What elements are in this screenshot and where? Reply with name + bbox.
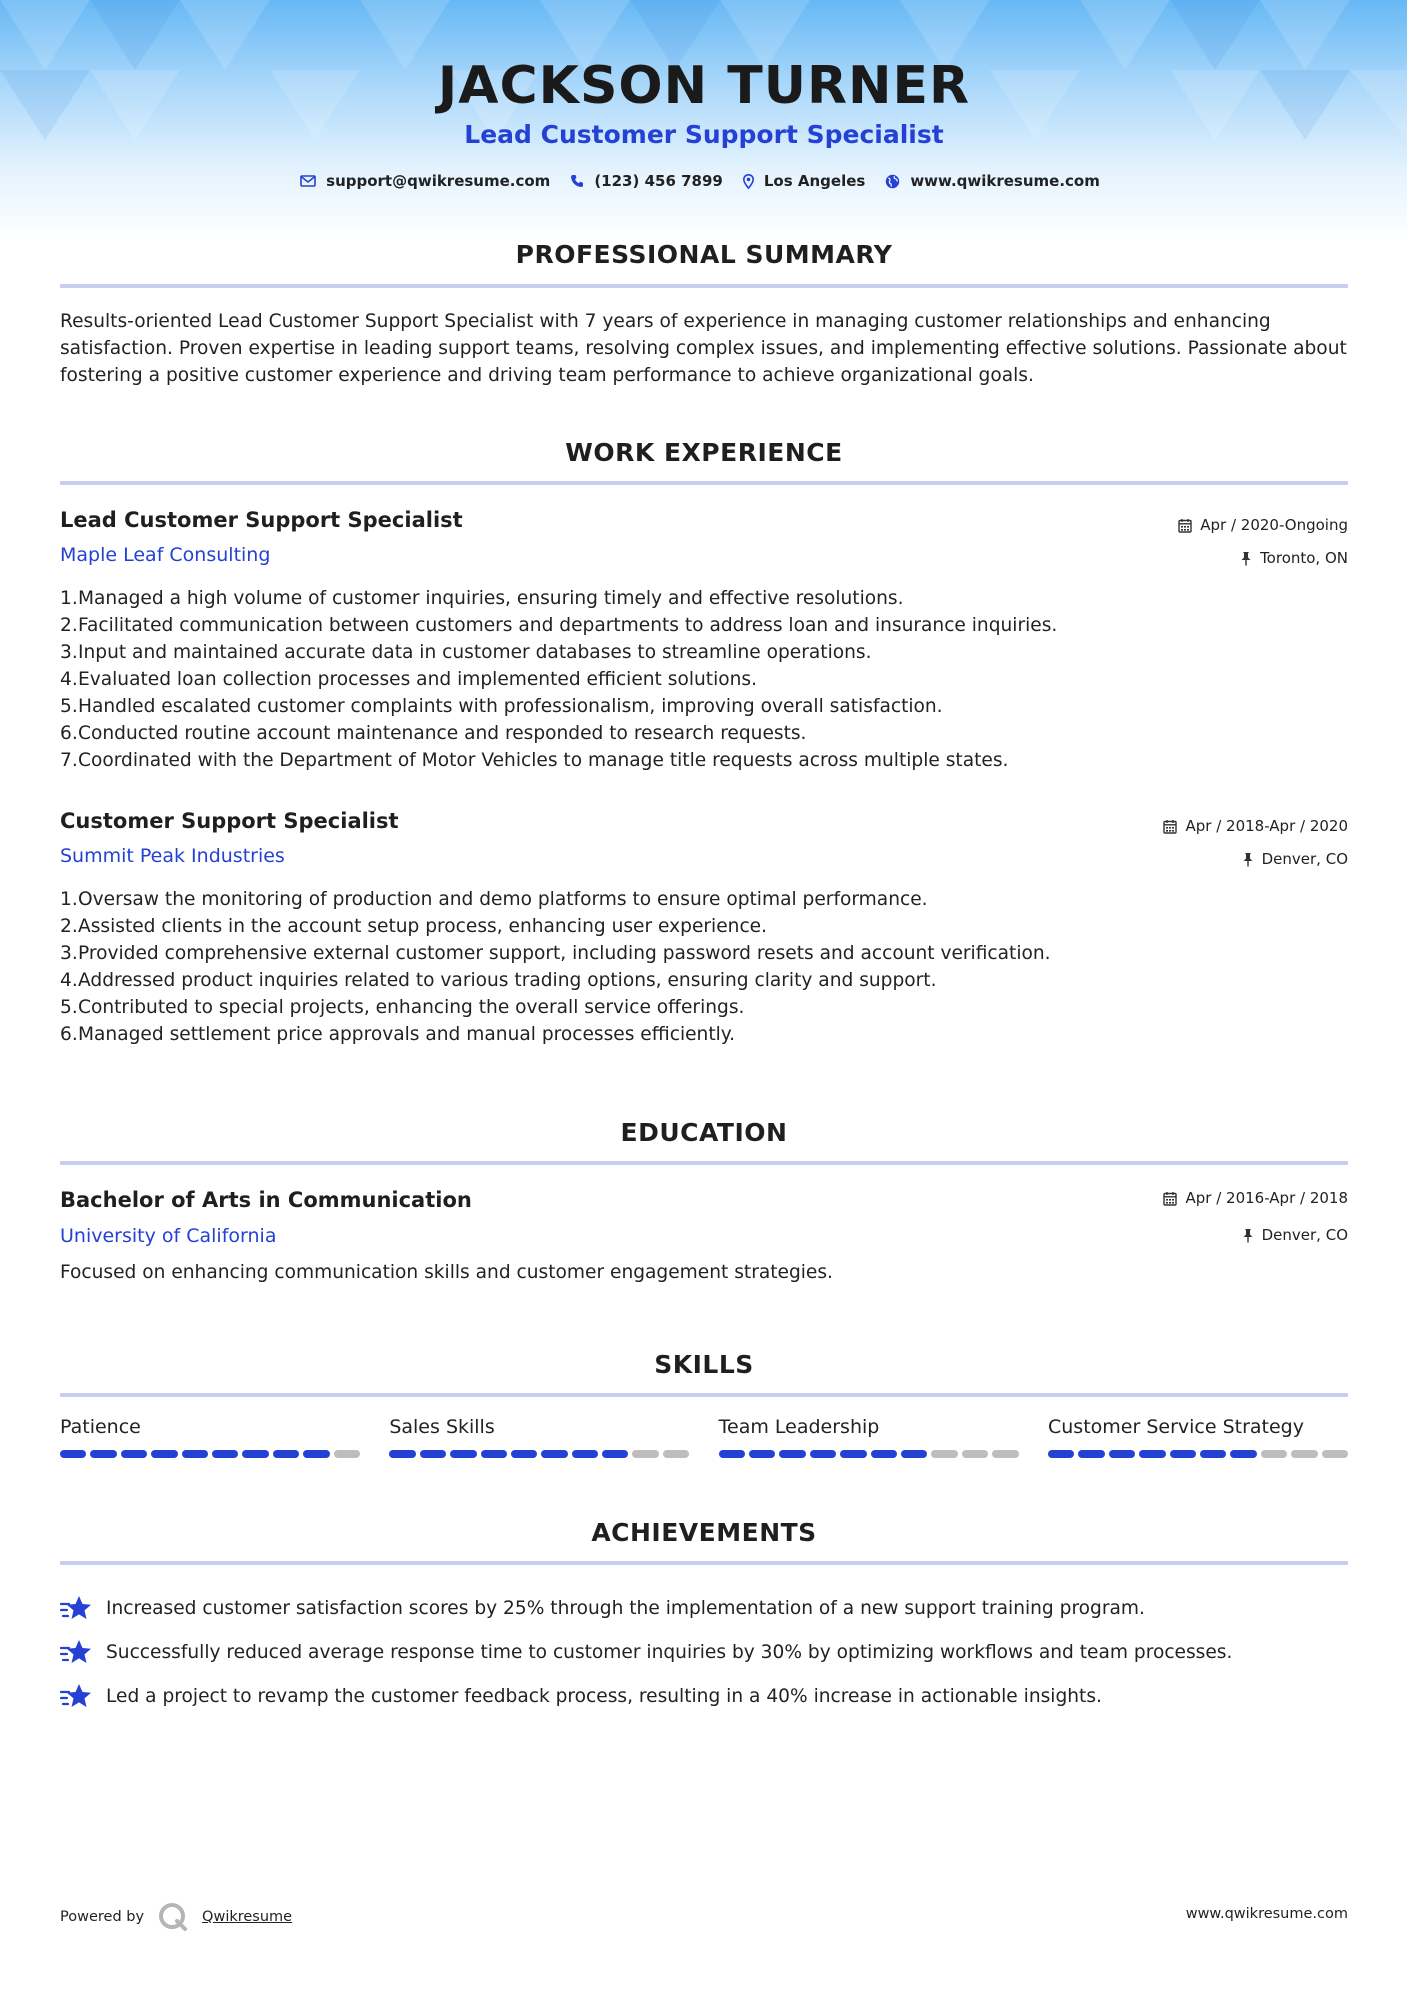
contact-bar xyxy=(60,172,1348,190)
skill-name: Team Leadership xyxy=(718,1416,880,1438)
list-item: 2. Assisted clients in the account setup process, enhancing user experience. xyxy=(60,916,768,937)
skill-segment-filled xyxy=(1139,1450,1165,1458)
skill-segment-filled xyxy=(1078,1450,1104,1458)
contact-website[interactable] xyxy=(885,172,1100,190)
list-item: 1. Managed a high volume of customer inquiries, ensuring timely and effective resolutions. xyxy=(60,588,904,609)
skill-segment-filled xyxy=(389,1450,415,1458)
achievement-text: Increased customer satisfaction scores by 25% through the implementation of a new support training program. xyxy=(106,1597,1145,1619)
qwikresume-logo-icon xyxy=(158,1902,188,1932)
skill-segment-filled xyxy=(572,1450,598,1458)
section-divider xyxy=(60,1161,1348,1165)
section-title-experience: WORK EXPERIENCE xyxy=(565,438,843,467)
education-location xyxy=(1242,1226,1348,1244)
skill-name: Customer Service Strategy xyxy=(1047,1416,1304,1438)
phone-text: (123) 456 7899 xyxy=(594,172,723,190)
pushpin-icon xyxy=(1240,551,1252,566)
map-pin-icon xyxy=(743,174,754,189)
skill-level-bar xyxy=(389,1450,689,1458)
skill-item xyxy=(1048,1416,1348,1458)
pushpin-icon xyxy=(1242,852,1254,867)
phone-icon xyxy=(570,174,584,188)
star-icon xyxy=(60,1682,92,1710)
achievements-list xyxy=(60,1586,1348,1718)
skill-segment-filled xyxy=(901,1450,927,1458)
achievement-text: Led a project to revamp the customer feedback process, resulting in a 40% increase in actionable insights. xyxy=(106,1685,1102,1707)
section-title-summary: PROFESSIONAL SUMMARY xyxy=(515,240,893,269)
achievement-item xyxy=(60,1630,1348,1674)
skill-segment-empty xyxy=(1261,1450,1287,1458)
calendar-icon xyxy=(1178,518,1192,533)
candidate-name: JACKSON TURNER xyxy=(437,56,971,116)
list-item: 4. Evaluated loan collection processes and implemented efficient solutions. xyxy=(60,669,757,690)
list-item: 5. Contributed to special projects, enhancing the overall service offerings. xyxy=(60,997,745,1018)
achievement-text: Successfully reduced average response time to customer inquiries by 30% by optimizing workflows and team processes. xyxy=(106,1641,1233,1663)
achievement-item xyxy=(60,1586,1348,1630)
calendar-icon xyxy=(1163,1191,1177,1206)
skill-segment-filled xyxy=(450,1450,476,1458)
skill-segment-filled xyxy=(273,1450,299,1458)
job-title: Lead Customer Support Specialist xyxy=(60,508,463,532)
job-bullets xyxy=(60,585,1348,774)
contact-location xyxy=(743,172,865,190)
skill-level-bar xyxy=(719,1450,1019,1458)
job-location xyxy=(1242,850,1348,868)
job-bullets xyxy=(60,886,1348,1048)
education-location-text: Denver, CO xyxy=(1261,1226,1348,1244)
skill-segment-filled xyxy=(840,1450,866,1458)
skill-level-bar xyxy=(60,1450,360,1458)
section-divider xyxy=(60,1393,1348,1397)
section-title-skills: SKILLS xyxy=(654,1350,754,1379)
skill-segment-filled xyxy=(719,1450,745,1458)
qwikresume-link[interactable]: Qwikresume xyxy=(202,1909,293,1925)
skill-segment-filled xyxy=(182,1450,208,1458)
skill-segment-filled xyxy=(749,1450,775,1458)
skill-segment-filled xyxy=(242,1450,268,1458)
contact-phone[interactable] xyxy=(570,172,723,190)
skill-segment-empty xyxy=(334,1450,360,1458)
list-item: 6. Managed settlement price approvals and manual processes efficiently. xyxy=(60,1024,736,1045)
list-item: 6. Conducted routine account maintenance and responded to research requests. xyxy=(60,723,807,744)
education-description: Focused on enhancing communication skills and customer engagement strategies. xyxy=(60,1262,833,1283)
skill-segment-filled xyxy=(481,1450,507,1458)
skill-segment-filled xyxy=(212,1450,238,1458)
list-item: 5. Handled escalated customer complaints with professionalism, improving overall satisfaction. xyxy=(60,696,943,717)
candidate-role: Lead Customer Support Specialist xyxy=(464,120,944,149)
skill-segment-empty xyxy=(962,1450,988,1458)
skill-segment-empty xyxy=(1291,1450,1317,1458)
contact-email[interactable] xyxy=(300,172,550,190)
job-title: Customer Support Specialist xyxy=(60,809,399,833)
skill-segment-filled xyxy=(511,1450,537,1458)
powered-by-label: Powered by xyxy=(60,1909,145,1925)
globe-icon xyxy=(885,174,900,189)
skill-segment-filled xyxy=(1200,1450,1226,1458)
section-divider xyxy=(60,1561,1348,1565)
school-name: University of California xyxy=(60,1225,277,1247)
list-item: 1. Oversaw the monitoring of production and demo platforms to ensure optimal performance. xyxy=(60,889,928,910)
skill-segment-filled xyxy=(420,1450,446,1458)
achievement-item xyxy=(60,1674,1348,1718)
skill-segment-filled xyxy=(779,1450,805,1458)
pushpin-icon xyxy=(1242,1228,1254,1243)
skill-segment-filled xyxy=(1048,1450,1074,1458)
section-divider xyxy=(60,284,1348,288)
list-item: 3. Provided comprehensive external customer support, including password resets and account verification. xyxy=(60,943,1051,964)
skill-name: Patience xyxy=(60,1416,141,1438)
skill-segment-filled xyxy=(541,1450,567,1458)
skill-segment-empty xyxy=(1322,1450,1348,1458)
calendar-icon xyxy=(1163,819,1177,834)
skill-segment-empty xyxy=(931,1450,957,1458)
company-name: Summit Peak Industries xyxy=(60,845,285,867)
skill-level-bar xyxy=(1048,1450,1348,1458)
skill-segment-filled xyxy=(1170,1450,1196,1458)
skill-segment-filled xyxy=(121,1450,147,1458)
list-item: 4. Addressed product inquiries related to various trading options, ensuring clarity and support. xyxy=(60,970,937,991)
degree-title: Bachelor of Arts in Communication xyxy=(60,1188,472,1212)
summary-text: Results-oriented Lead Customer Support Specialist with 7 years of experience in managing customer relationships and enhancing satisfaction. Proven expertise in leading support teams, resolving complex issues, and implementing effective solutions. Passionate about fostering a positive customer experience and driving team performance to achieve organizational goals. xyxy=(60,311,1347,386)
skills-grid xyxy=(60,1416,1348,1458)
education-dates xyxy=(1163,1189,1348,1207)
skill-segment-filled xyxy=(60,1450,86,1458)
job-location-text: Toronto, ON xyxy=(1260,549,1348,567)
email-text: support@qwikresume.com xyxy=(326,172,551,190)
job-dates xyxy=(1163,817,1348,835)
skill-segment-empty xyxy=(663,1450,689,1458)
skill-segment-filled xyxy=(1230,1450,1256,1458)
list-item: 3. Input and maintained accurate data in customer databases to streamline operations. xyxy=(60,642,872,663)
list-item: 7. Coordinated with the Department of Motor Vehicles to manage title requests across multiple states. xyxy=(60,750,1009,771)
skill-segment-empty xyxy=(632,1450,658,1458)
skill-item xyxy=(719,1416,1019,1458)
skill-segment-filled xyxy=(810,1450,836,1458)
skill-name: Sales Skills xyxy=(389,1416,495,1438)
skill-segment-filled xyxy=(90,1450,116,1458)
skill-segment-filled xyxy=(871,1450,897,1458)
skill-segment-filled xyxy=(1109,1450,1135,1458)
website-text: www.qwikresume.com xyxy=(910,172,1100,190)
star-icon xyxy=(60,1638,92,1666)
job-dates-text: Apr / 2018-Apr / 2020 xyxy=(1185,817,1348,835)
location-text: Los Angeles xyxy=(763,172,866,190)
skill-segment-filled xyxy=(303,1450,329,1458)
footer-powered-by xyxy=(60,1902,292,1932)
education-dates-text: Apr / 2016-Apr / 2018 xyxy=(1185,1189,1348,1207)
skill-item xyxy=(60,1416,360,1458)
skill-segment-empty xyxy=(992,1450,1018,1458)
list-item: 2. Facilitated communication between customers and departments to address loan and insurance inquiries. xyxy=(60,615,1058,636)
job-dates xyxy=(1178,516,1348,534)
skill-segment-filled xyxy=(151,1450,177,1458)
envelope-icon xyxy=(300,175,316,187)
job-dates-text: Apr / 2020-Ongoing xyxy=(1200,516,1348,534)
job-location-text: Denver, CO xyxy=(1261,850,1348,868)
section-title-achievements: ACHIEVEMENTS xyxy=(591,1518,817,1547)
job-location xyxy=(1240,549,1348,567)
company-name: Maple Leaf Consulting xyxy=(60,544,271,566)
section-divider xyxy=(60,481,1348,485)
section-title-education: EDUCATION xyxy=(620,1118,788,1147)
skill-segment-filled xyxy=(602,1450,628,1458)
skill-item xyxy=(389,1416,689,1458)
star-icon xyxy=(60,1594,92,1622)
footer-website[interactable]: www.qwikresume.com xyxy=(1185,1906,1348,1922)
